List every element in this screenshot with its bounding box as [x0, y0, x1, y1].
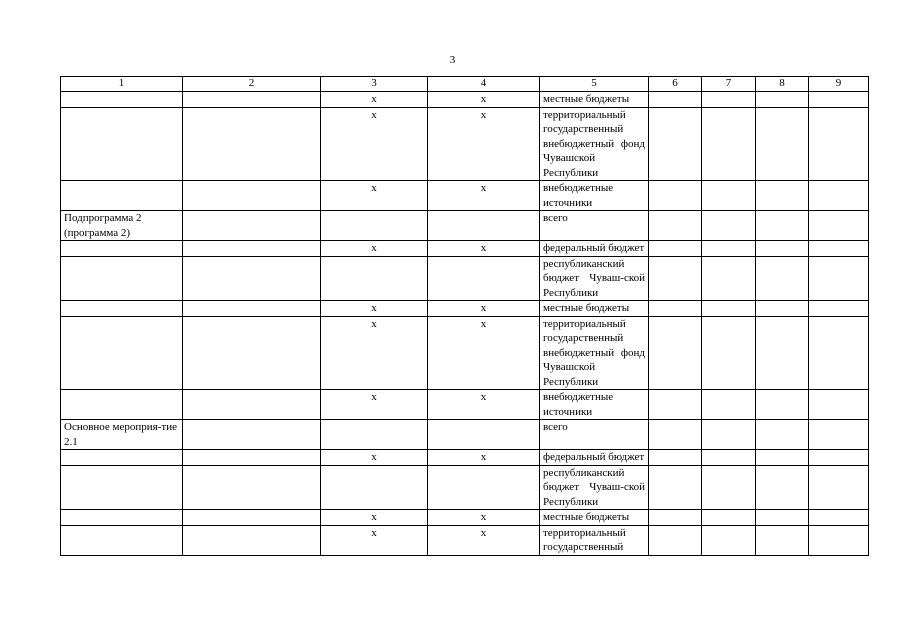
program-cell — [61, 256, 183, 301]
program-cell: Подпрограмма 2 (программа 2) — [61, 211, 183, 241]
table-cell — [702, 92, 756, 108]
program-cell — [61, 316, 183, 390]
column-header: 3 — [321, 77, 428, 92]
table-cell — [183, 390, 321, 420]
table-cell — [809, 256, 869, 301]
table-cell — [809, 420, 869, 450]
table-cell: х — [428, 316, 540, 390]
funding-source-cell: территориальный государственный — [540, 525, 649, 555]
table-cell — [183, 241, 321, 257]
table-cell: х — [428, 390, 540, 420]
table-cell: х — [321, 316, 428, 390]
table-row — [61, 92, 869, 108]
program-cell — [61, 241, 183, 257]
table-cell — [809, 510, 869, 526]
table-cell — [809, 450, 869, 466]
funding-source-cell: местные бюджеты — [540, 301, 649, 317]
table-cell: х — [321, 450, 428, 466]
table-row — [61, 420, 869, 450]
table-cell — [183, 107, 321, 181]
funding-source-cell: внебюджетные источники — [540, 390, 649, 420]
table-cell — [809, 92, 869, 108]
table-cell — [702, 510, 756, 526]
table-row — [61, 450, 869, 466]
table-cell — [183, 256, 321, 301]
funding-source-cell: территориальный государственный внебюджетный фонд Чувашской Республики — [540, 316, 649, 390]
table-cell — [756, 181, 809, 211]
table-row — [61, 301, 869, 317]
table-cell: х — [321, 107, 428, 181]
table-cell — [649, 465, 702, 510]
table-row — [61, 390, 869, 420]
table-cell — [649, 301, 702, 317]
funding-source-cell: территориальный государственный внебюджетный фонд Чувашской Республики — [540, 107, 649, 181]
table-cell: х — [321, 525, 428, 555]
table-cell — [649, 92, 702, 108]
table-cell — [649, 181, 702, 211]
table-cell — [809, 181, 869, 211]
table-cell — [702, 390, 756, 420]
table-cell — [756, 316, 809, 390]
column-header: 9 — [809, 77, 869, 92]
table-cell — [809, 107, 869, 181]
table-cell — [809, 241, 869, 257]
budget-table — [60, 76, 869, 556]
table-cell — [756, 241, 809, 257]
program-cell — [61, 181, 183, 211]
table-row — [61, 510, 869, 526]
table-cell — [756, 420, 809, 450]
table-cell — [756, 390, 809, 420]
table-cell — [702, 465, 756, 510]
table-cell — [649, 241, 702, 257]
program-cell — [61, 301, 183, 317]
column-header: 5 — [540, 77, 649, 92]
table-cell — [756, 525, 809, 555]
table-cell — [702, 107, 756, 181]
table-cell: х — [428, 301, 540, 317]
table-cell — [649, 420, 702, 450]
column-header: 6 — [649, 77, 702, 92]
table-cell — [702, 211, 756, 241]
table-cell — [321, 420, 428, 450]
table-cell — [649, 256, 702, 301]
table-cell: х — [321, 390, 428, 420]
table-row — [61, 316, 869, 390]
table-cell: х — [321, 92, 428, 108]
table-cell — [428, 465, 540, 510]
table-row — [61, 181, 869, 211]
table-cell — [702, 256, 756, 301]
table-cell: х — [428, 107, 540, 181]
table-row — [61, 525, 869, 555]
table-cell — [321, 465, 428, 510]
table-cell — [756, 465, 809, 510]
table-cell: х — [321, 241, 428, 257]
program-cell — [61, 107, 183, 181]
table-cell — [183, 316, 321, 390]
table-cell: х — [321, 301, 428, 317]
column-header: 2 — [183, 77, 321, 92]
table-cell — [809, 211, 869, 241]
table-row — [61, 241, 869, 257]
funding-source-cell: федеральный бюджет — [540, 450, 649, 466]
table-cell: х — [428, 510, 540, 526]
table-cell — [183, 211, 321, 241]
funding-source-cell: местные бюджеты — [540, 510, 649, 526]
funding-source-cell: всего — [540, 211, 649, 241]
table-cell: х — [428, 241, 540, 257]
table-row — [61, 256, 869, 301]
table-cell — [702, 450, 756, 466]
table-cell — [702, 301, 756, 317]
table-cell — [183, 92, 321, 108]
table-cell — [756, 107, 809, 181]
page-number: 3 — [449, 54, 456, 66]
table-cell — [756, 211, 809, 241]
table-cell: х — [321, 510, 428, 526]
program-cell — [61, 92, 183, 108]
table-cell — [649, 390, 702, 420]
table-cell — [183, 525, 321, 555]
table-cell — [183, 420, 321, 450]
table-cell — [809, 301, 869, 317]
table-cell — [321, 256, 428, 301]
table-cell — [809, 390, 869, 420]
table-cell: х — [428, 450, 540, 466]
program-cell — [61, 510, 183, 526]
table-cell — [183, 181, 321, 211]
table-cell — [428, 211, 540, 241]
table-row — [61, 211, 869, 241]
table-cell — [702, 525, 756, 555]
program-cell — [61, 450, 183, 466]
funding-source-cell: республиканский бюджет Чуваш-ской Республики — [540, 256, 649, 301]
funding-source-cell: республиканский бюджет Чуваш-ской Республики — [540, 465, 649, 510]
table-header-row — [61, 77, 869, 92]
table-cell — [809, 316, 869, 390]
table-row — [61, 465, 869, 510]
table-cell — [183, 301, 321, 317]
funding-source-cell: всего — [540, 420, 649, 450]
column-header: 4 — [428, 77, 540, 92]
table-cell — [183, 510, 321, 526]
table-cell — [809, 465, 869, 510]
program-cell — [61, 465, 183, 510]
table-cell — [756, 301, 809, 317]
table-cell — [756, 450, 809, 466]
table-cell — [702, 241, 756, 257]
table-cell — [649, 510, 702, 526]
table-cell — [649, 525, 702, 555]
table-cell — [649, 211, 702, 241]
table-cell — [756, 256, 809, 301]
program-cell — [61, 525, 183, 555]
column-header: 7 — [702, 77, 756, 92]
table-cell — [702, 181, 756, 211]
table-cell — [756, 92, 809, 108]
table-cell — [321, 211, 428, 241]
table-cell — [756, 510, 809, 526]
table-cell — [183, 450, 321, 466]
funding-source-cell: федеральный бюджет — [540, 241, 649, 257]
table-row — [61, 107, 869, 181]
funding-source-cell: внебюджетные источники — [540, 181, 649, 211]
table-cell — [428, 420, 540, 450]
funding-source-cell: местные бюджеты — [540, 92, 649, 108]
table-cell: х — [428, 92, 540, 108]
column-header: 1 — [61, 77, 183, 92]
table-cell — [702, 316, 756, 390]
table-cell — [428, 256, 540, 301]
table-cell — [649, 316, 702, 390]
program-cell: Основное мероприя-тие 2.1 — [61, 420, 183, 450]
table-cell — [809, 525, 869, 555]
column-header: 8 — [756, 77, 809, 92]
table-cell: х — [428, 525, 540, 555]
table-cell — [183, 465, 321, 510]
program-cell — [61, 390, 183, 420]
table-cell — [702, 420, 756, 450]
table-cell: х — [321, 181, 428, 211]
table-cell — [649, 450, 702, 466]
table-cell — [649, 107, 702, 181]
table-cell: х — [428, 181, 540, 211]
